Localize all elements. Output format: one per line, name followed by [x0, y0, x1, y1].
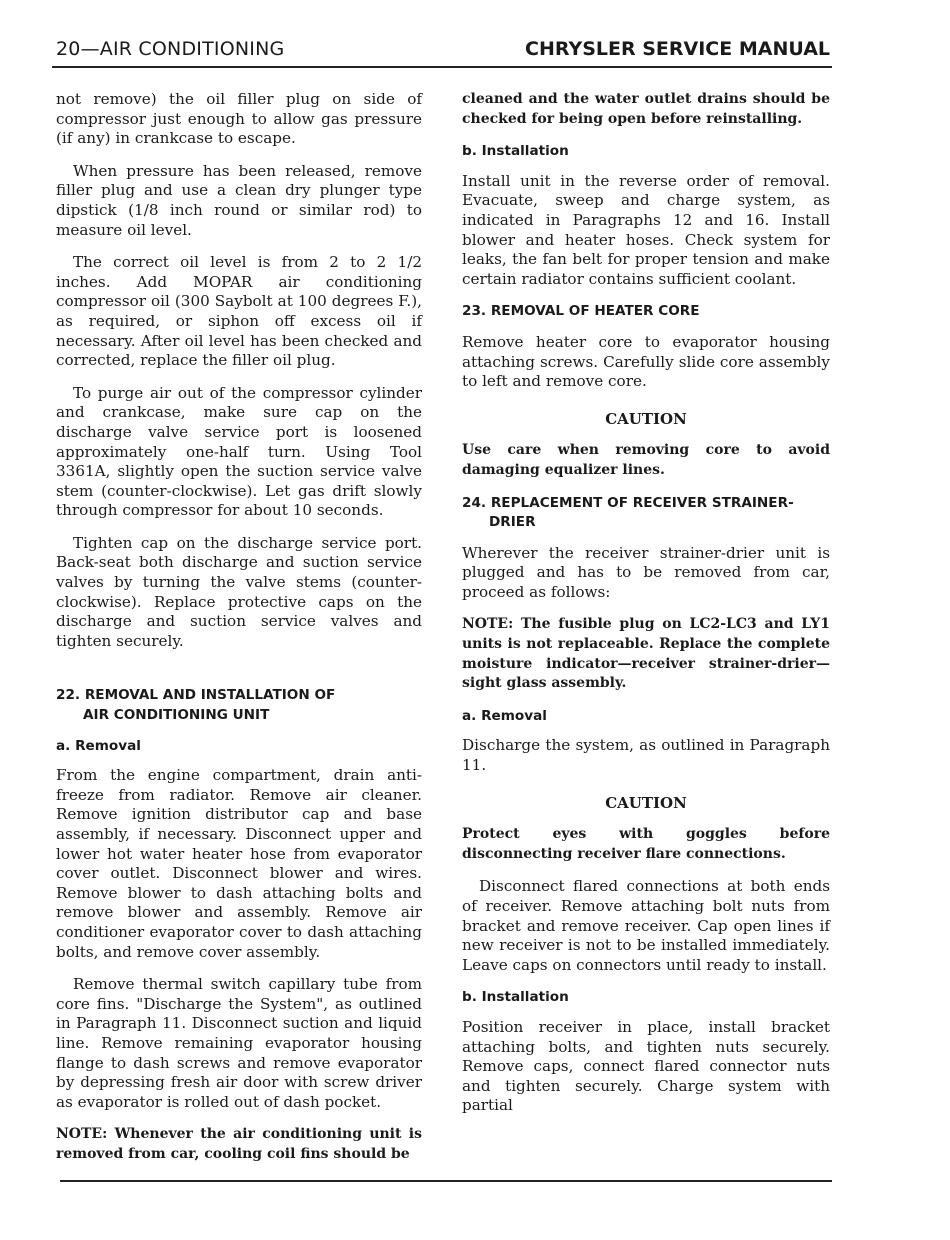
- paragraph: From the engine compartment, drain anti-freeze from radiator. Remove air cleaner. Remove ignition distributor cap and base assembly, if necessary. Disconnect upper and lower hot water heater hose from evaporator cover outlet. Disconnect blower and wires. Remove blower to dash attaching bolts and remove blower and assembly. Remove air conditioner evaporator cover to dash attaching bolts, and remove cover assembly.: [56, 766, 422, 961]
- section-heading-line: 22. REMOVAL AND INSTALLATION OF: [56, 687, 336, 704]
- paragraph: Remove heater core to evaporator housing attaching screws. Carefully slide core assembly to left and remove core.: [462, 332, 830, 391]
- paragraph: Wherever the receiver strainer-drier unit is plugged and has to be removed from car, proceed as follows:: [462, 543, 830, 601]
- paragraph: Tighten cap on the discharge service port. Back-seat both discharge and suction service valves by turning the valve stems (counter-clockwise). Replace protective caps on the discharge and suction service valves and tighten securely.: [56, 533, 422, 650]
- paragraph: To purge air out of the compressor cylinder and crankcase, make sure cap on the discharge valve service port is loosened approximately one-half turn. Using Tool 3361A, slightly open the suction service valve stem (counter-clockwise). Let gas drift slowly through compressor for about 10 seconds.: [56, 383, 422, 520]
- caution-title: CAUTION: [605, 793, 687, 812]
- right-column: [462, 90, 830, 1129]
- paragraph: Position receiver in place, install bracket attaching bolts, and tighten nuts securely. Remove caps, connect flared connector nuts and tighten securely. Charge system with partial: [462, 1017, 830, 1115]
- paragraph: The correct oil level is from 2 to 2 1/2 inches. Add MOPAR air conditioning compressor oil (300 Saybolt at 100 degrees F.), as required, or siphon off excess oil if necessary. After oil level has been checked and corrected, replace the filler oil plug.: [56, 253, 422, 370]
- running-head-section: 20—AIR CONDITIONING: [56, 38, 285, 60]
- subheading-installation: b. Installation: [462, 989, 569, 1006]
- subheading-removal: a. Removal: [56, 737, 141, 754]
- header-divider: [52, 66, 832, 68]
- note: NOTE: Whenever the air conditioning unit is removed from car, cooling coil fins should be: [56, 1126, 422, 1162]
- section-heading-22: [56, 686, 422, 725]
- subheading-installation: b. Installation: [462, 143, 569, 160]
- section-heading-23: 23. REMOVAL OF HEATER CORE: [462, 303, 700, 320]
- paragraph: not remove) the oil filler plug on side of compressor just enough to allow gas pressure (if any) in crankcase to escape.: [56, 90, 422, 148]
- caution-text: Protect eyes with goggles before disconnecting receiver flare connections.: [462, 826, 830, 862]
- section-heading-line: DRIER: [489, 514, 536, 531]
- note-continued: cleaned and the water outlet drains should be checked for being open before reinstalling.: [462, 91, 830, 127]
- footer-divider: [60, 1180, 832, 1182]
- paragraph: Disconnect flared connections at both ends of receiver. Remove attaching bolt nuts from bracket and remove receiver. Cap open lines if new receiver is not to be installed immediately. Leave caps on connectors until ready to install.: [462, 877, 830, 974]
- caution-title: CAUTION: [605, 409, 687, 428]
- section-heading-24: [462, 494, 830, 533]
- section-heading-line: 24. REPLACEMENT OF RECEIVER STRAINER-: [462, 494, 794, 511]
- spacer: [56, 664, 422, 686]
- running-head-manual-title: CHRYSLER SERVICE MANUAL: [525, 38, 830, 60]
- paragraph: Install unit in the reverse order of removal. Evacuate, sweep and charge system, as indicated in Paragraphs 12 and 16. Install blower and heater hoses. Check system for leaks, the fan belt for proper tension and make certain radiator contains sufficient coolant.: [462, 171, 830, 288]
- left-column: [56, 90, 422, 1178]
- subheading-removal: a. Removal: [462, 707, 547, 724]
- section-heading-line: AIR CONDITIONING UNIT: [83, 707, 270, 724]
- paragraph: Discharge the system, as outlined in Paragraph 11.: [462, 736, 830, 775]
- caution-text: Use care when removing core to avoid damaging equalizer lines.: [462, 442, 830, 478]
- note: NOTE: The fusible plug on LC2-LC3 and LY1 units is not replaceable. Replace the complete moisture indicator—receiver strainer-drier—sight glass assembly.: [462, 616, 830, 692]
- paragraph: Remove thermal switch capillary tube from core fins. "Discharge the System", as outlined in Paragraph 11. Disconnect suction and liquid line. Remove remaining evaporator housing flange to dash screws and remove evaporator by depressing fresh air door with screw driver as evaporator is rolled out of dash pocket.: [56, 975, 422, 1111]
- paragraph: When pressure has been released, remove filler plug and use a clean dry plunger type dipstick (1/8 inch round or similar rod) to measure oil level.: [56, 161, 422, 239]
